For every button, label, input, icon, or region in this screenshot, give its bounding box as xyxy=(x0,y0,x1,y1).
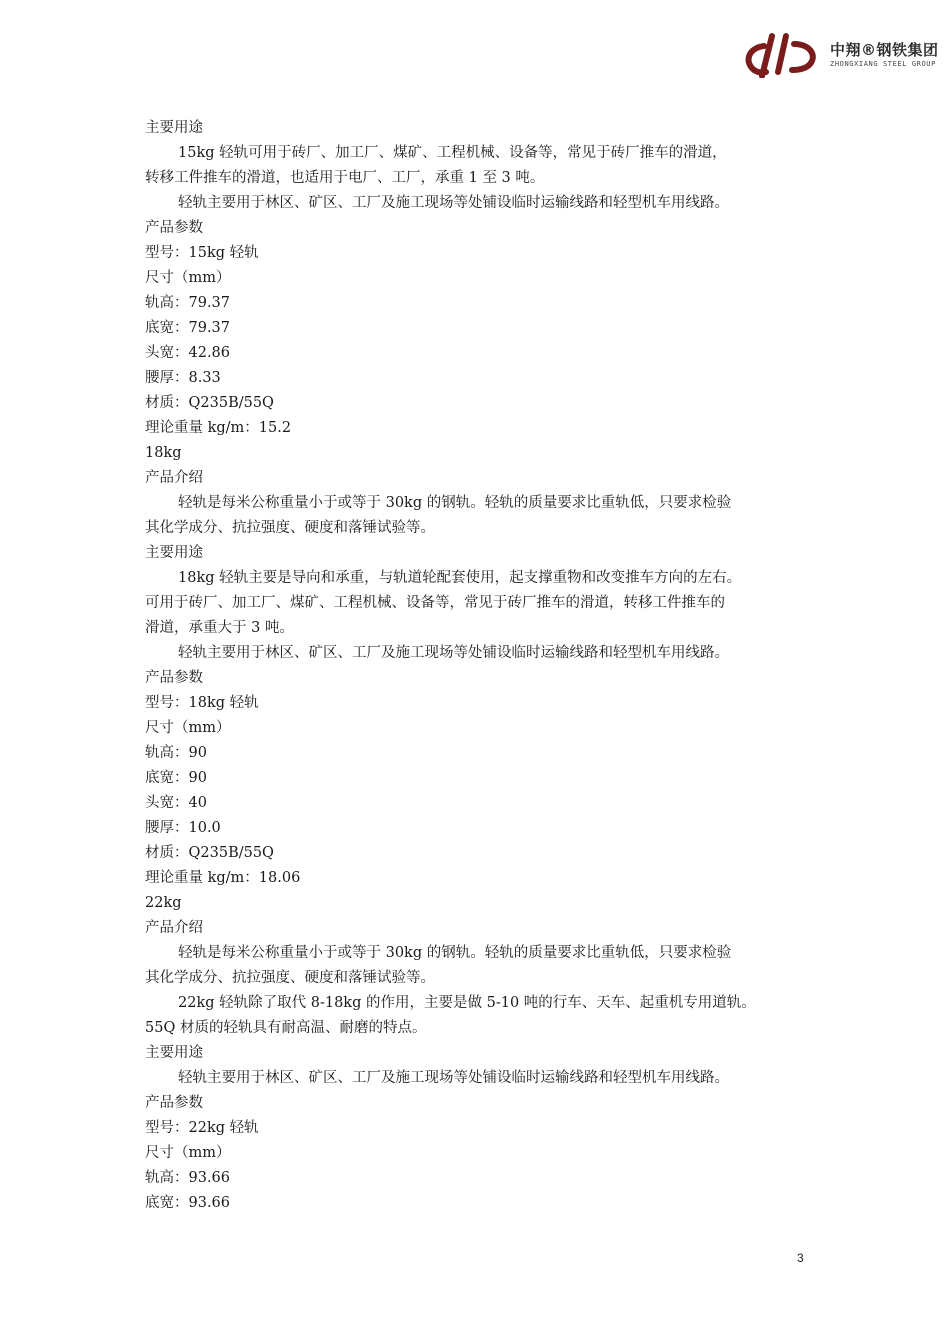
document-body xyxy=(145,116,810,1216)
paragraph-line: 18kg 轻轨主要是导向和承重，与轨道轮配套使用，起支撑重物和改变推车方向的左右。 xyxy=(178,570,742,586)
paragraph-line: 轻轨是每米公称重量小于或等于 30kg 的钢轨。轻轨的质量要求比重轨低，只要求检验 xyxy=(178,495,732,511)
company-name-en: ZHONGXIANG STEEL GROUP xyxy=(830,60,936,68)
section-heading: 产品参数 xyxy=(145,670,203,686)
product-heading: 22kg xyxy=(145,895,182,911)
section-heading: 产品介绍 xyxy=(145,920,203,936)
spec-line: 腰厚：10.0 xyxy=(145,820,221,836)
spec-line: 理论重量 kg/m：18.06 xyxy=(145,870,301,886)
paragraph-line: 可用于砖厂、加工厂、煤矿、工程机械、设备等，常见于砖厂推车的滑道，转移工件推车的 xyxy=(145,595,725,611)
paragraph-line: 轻轨主要用于林区、矿区、工厂及施工现场等处铺设临时运输线路和轻型机车用线路。 xyxy=(178,645,729,661)
spec-line: 底宽：90 xyxy=(145,770,207,786)
spec-line: 材质：Q235B/55Q xyxy=(145,845,274,861)
paragraph-line: 轻轨是每米公称重量小于或等于 30kg 的钢轨。轻轨的质量要求比重轨低，只要求检验 xyxy=(178,945,732,961)
section-heading: 产品参数 xyxy=(145,220,203,236)
paragraph-line: 滑道，承重大于 3 吨。 xyxy=(145,620,294,636)
spec-line: 轨高：93.66 xyxy=(145,1170,231,1186)
paragraph-line: 轻轨主要用于林区、矿区、工厂及施工现场等处铺设临时运输线路和轻型机车用线路。 xyxy=(178,1070,729,1086)
spec-line: 尺寸（mm） xyxy=(145,270,231,286)
logo-mark-icon xyxy=(742,32,824,78)
spec-line: 材质：Q235B/55Q xyxy=(145,395,274,411)
spec-line: 型号：15kg 轻轨 xyxy=(145,245,259,261)
page-number: 3 xyxy=(797,1251,804,1265)
section-heading: 产品介绍 xyxy=(145,470,203,486)
paragraph-line: 55Q 材质的轻轨具有耐高温、耐磨的特点。 xyxy=(145,1020,427,1036)
spec-line: 尺寸（mm） xyxy=(145,720,231,736)
section-heading: 主要用途 xyxy=(145,120,203,136)
spec-line: 轨高：79.37 xyxy=(145,295,231,311)
spec-line: 底宽：79.37 xyxy=(145,320,231,336)
spec-line: 尺寸（mm） xyxy=(145,1145,231,1161)
company-logo xyxy=(742,30,948,78)
paragraph-line: 其化学成分、抗拉强度、硬度和落锤试验等。 xyxy=(145,520,435,536)
paragraph-line: 22kg 轻轨除了取代 8-18kg 的作用，主要是做 5-10 吨的行车、天车、起重机专用道轨。 xyxy=(178,995,756,1011)
paragraph-line: 15kg 轻轨可用于砖厂、加工厂、煤矿、工程机械、设备等，常见于砖厂推车的滑道， xyxy=(178,145,727,161)
section-heading: 主要用途 xyxy=(145,545,203,561)
spec-line: 轨高：90 xyxy=(145,745,207,761)
spec-line: 头宽：42.86 xyxy=(145,345,231,361)
spec-line: 腰厚：8.33 xyxy=(145,370,221,386)
paragraph-line: 转移工件推车的滑道，也适用于电厂、工厂，承重 1 至 3 吨。 xyxy=(145,170,545,186)
paragraph-line: 轻轨主要用于林区、矿区、工厂及施工现场等处铺设临时运输线路和轻型机车用线路。 xyxy=(178,195,729,211)
section-heading: 产品参数 xyxy=(145,1095,203,1111)
spec-line: 型号：18kg 轻轨 xyxy=(145,695,259,711)
company-name-cn: 中翔®钢铁集团 xyxy=(830,41,939,59)
spec-line: 头宽：40 xyxy=(145,795,207,811)
section-heading: 主要用途 xyxy=(145,1045,203,1061)
spec-line: 理论重量 kg/m：15.2 xyxy=(145,420,292,436)
product-heading: 18kg xyxy=(145,445,182,461)
paragraph-line: 其化学成分、抗拉强度、硬度和落锤试验等。 xyxy=(145,970,435,986)
spec-line: 底宽：93.66 xyxy=(145,1195,231,1211)
spec-line: 型号：22kg 轻轨 xyxy=(145,1120,259,1136)
